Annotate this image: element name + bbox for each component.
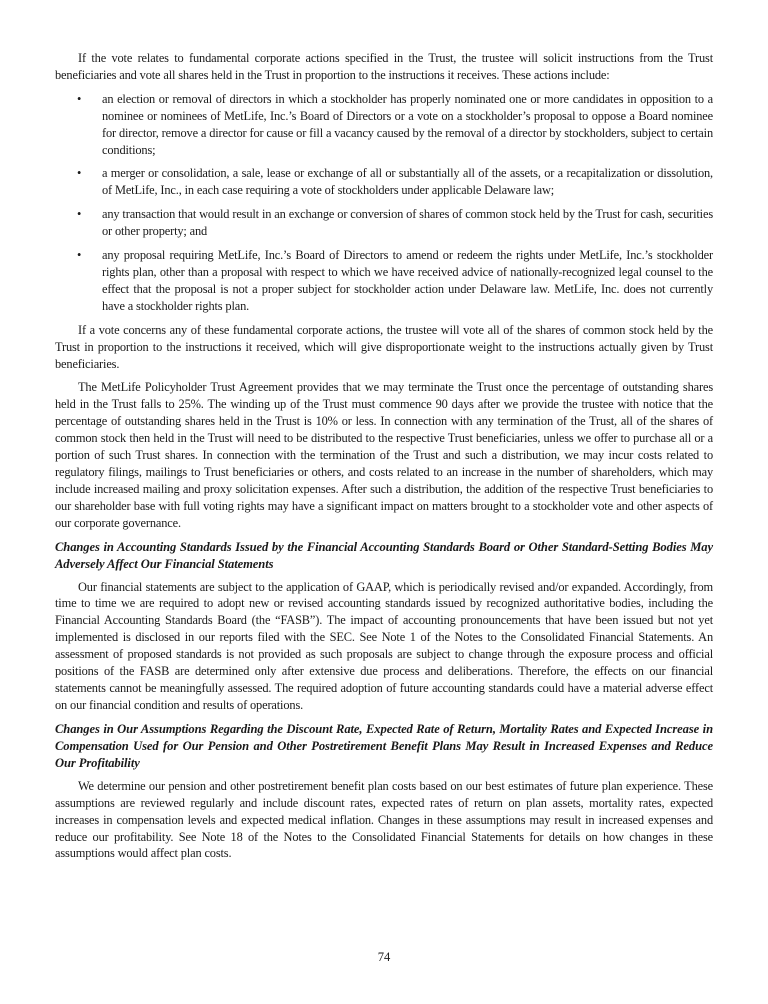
section-body-pension-assumptions: We determine our pension and other postretirement benefit plan costs based on our best estimates of future plan experience. These assumptions are reviewed regularly and include discount rates, expected rates of return on plan assets, mortality rates, expected increases in compensation levels and expected medical inflation. Changes in these assumptions may result in increased expenses and reduce our profitability. See Note 18 of the Notes to the Consolidated Financial Statements for details on how changes in these assumptions would affect plan costs. — [55, 778, 713, 861]
list-item-text: any transaction that would result in an exchange or conversion of shares of common stock held by the Trust for cash, securities or other property; and — [102, 207, 713, 239]
fundamental-actions-list — [55, 91, 713, 315]
bullet-icon: • — [77, 166, 82, 181]
section-body-accounting-standards: Our financial statements are subject to the application of GAAP, which is periodically revised and/or expanded. Accordingly, from time to time we are required to adopt new or revised accounting standards issued by recognized authoritative bodies, including the Financial Accounting Standards Board (the “FASB”). The impact of accounting pronouncements that have been issued but not yet implemented is disclosed in our reports filed with the SEC. See Note 1 of the Notes to the Consolidated Financial Statements. An assessment of proposed standards is not provided as such proposals are subject to change through the exposure process and official positions of the FASB are determined only after extensive due process and deliberations. Therefore, the effects on our financial statements cannot be meaningfully assessed. The required adoption of future accounting standards could have a material adverse effect on our financial condition and results of operations. — [55, 579, 713, 712]
bullet-icon: • — [77, 207, 82, 222]
list-item — [55, 91, 713, 159]
list-item-text: an election or removal of directors in which a stockholder has properly nominated one or more candidates in opposition to a nominee or nominees of MetLife, Inc.’s Board of Directors or a vote on a stockholder’s proposal to oppose a Board nominee for director, remove a director for cause or fill a vacancy caused by the removal of a director by stockholders, subject to certain conditions; — [102, 91, 713, 157]
list-item — [55, 247, 713, 315]
page-number: 74 — [377, 950, 391, 964]
vote-weight-paragraph: If a vote concerns any of these fundamental corporate actions, the trustee will vote all of the shares of common stock held by the Trust in proportion to the instructions it received, which will give disproportionate weight to the instructions actually given by Trust beneficiaries. — [55, 322, 713, 371]
list-item-text: a merger or consolidation, a sale, lease or exchange of all or substantially all of the assets, or a recapitalization or dissolution, of MetLife, Inc., in each case requiring a vote of stockholders under applicable Delaware law; — [102, 166, 713, 198]
list-item-text: any proposal requiring MetLife, Inc.’s Board of Directors to amend or redeem the rights under MetLife, Inc.’s stockholder rights plan, other than a proposal with respect to which we have received advice of nationally-recognized legal counsel to the effect that the proposal is not a proper subject for stockholder action under Delaware law. MetLife, Inc. does not currently have a stockholder rights plan. — [102, 248, 713, 313]
document-page — [55, 50, 713, 869]
trust-termination-paragraph: The MetLife Policyholder Trust Agreement provides that we may terminate the Trust once the percentage of outstanding shares held in the Trust falls to 25%. The winding up of the Trust must commence 90 days after we provide the trustee with notice that the percentage of outstanding shares held in the Trust is 10% or less. In connection with any termination of the Trust, all of the shares of common stock then held in the Trust will need to be distributed to the respective Trust beneficiaries, unless we offer to purchase all or a portion of such Trust shares. In connection with the termination of the Trust and such a distribution, we may incur costs related to regulatory filings, mailings to Trust beneficiaries or others, and costs related to an increase in the number of shareholders, which may include increased mailing and proxy solicitation expenses. After such a distribution, the addition of the respective Trust beneficiaries to our shareholder base with full voting rights may have a significant impact on matters brought to a stockholder vote and other aspects of our corporate governance. — [55, 380, 713, 530]
bullet-icon: • — [77, 248, 82, 263]
section-heading-accounting-standards: Changes in Accounting Standards Issued by the Financial Accounting Standards Board or Other Standard-Setting Bodies May Adversely Affect Our Financial Statements — [55, 539, 713, 571]
intro-paragraph: If the vote relates to fundamental corporate actions specified in the Trust, the trustee will solicit instructions from the Trust beneficiaries and vote all shares held in the Trust in proportion to the instructions it receives. These actions include: — [55, 51, 713, 82]
bullet-icon: • — [77, 91, 82, 106]
list-item — [55, 165, 713, 199]
section-heading-pension-assumptions: Changes in Our Assumptions Regarding the Discount Rate, Expected Rate of Return, Mortality Rates and Expected Increase in Compensation Used for Our Pension and Other Postretirement Benefit Plans May Result in Increased Expenses and Reduce Our Profitability — [55, 721, 713, 770]
list-item — [55, 206, 713, 240]
